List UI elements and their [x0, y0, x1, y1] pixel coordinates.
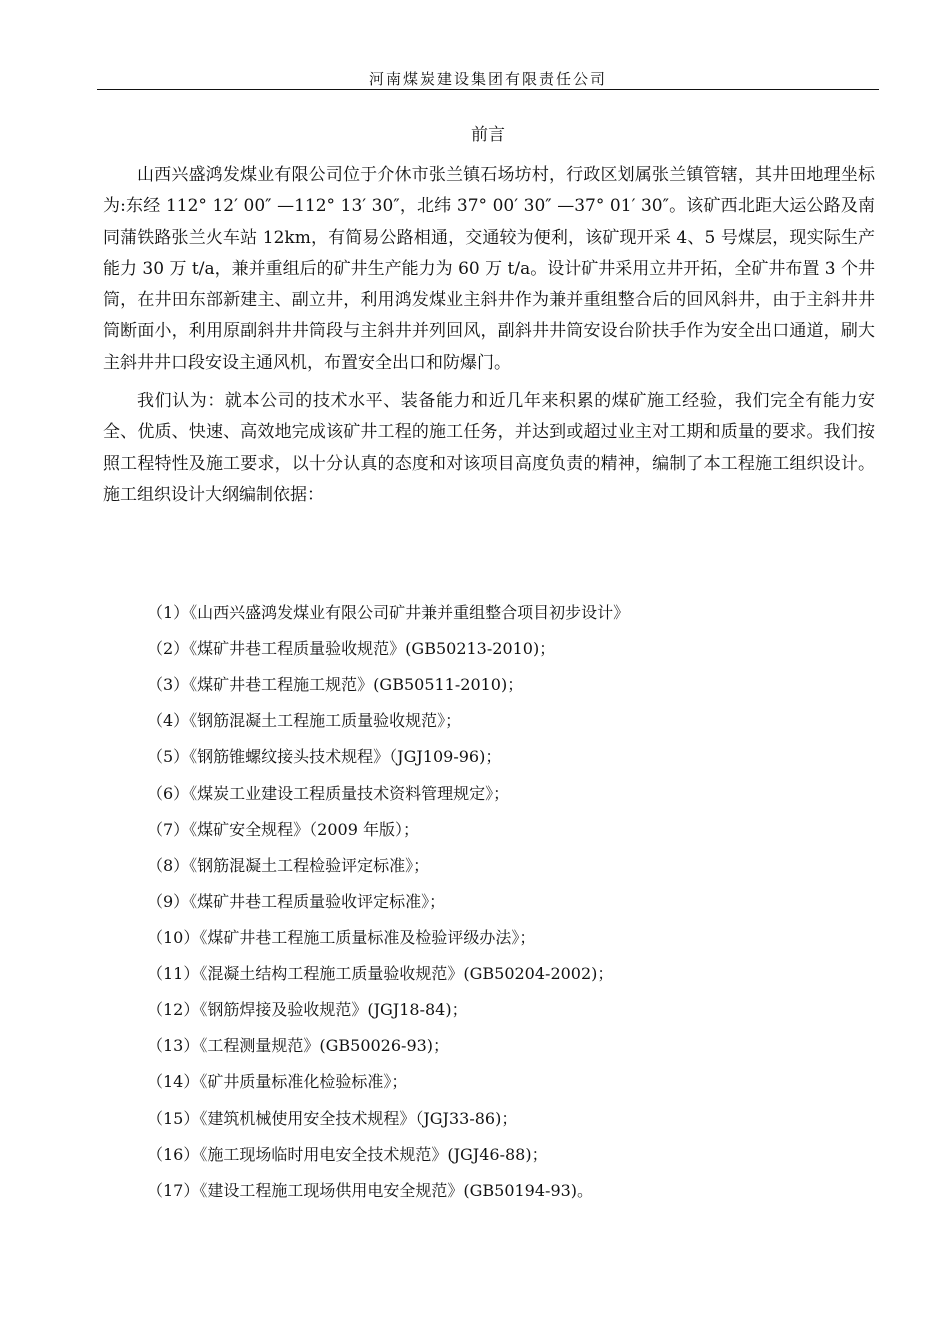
reference-item: （16）《施工现场临时用电安全技术规范》(JGJ46-88)；	[147, 1144, 548, 1164]
section-title: 前言	[471, 125, 505, 145]
reference-item: （14）《矿井质量标准化检验标准》；	[147, 1072, 408, 1092]
reference-item: （4）《钢筋混凝土工程施工质量验收规范》；	[147, 711, 462, 731]
reference-item: （7）《煤矿安全规程》（2009 年版）；	[147, 819, 419, 839]
reference-item: （11）《混凝土结构工程施工质量验收规范》(GB50204-2002)；	[147, 964, 614, 984]
reference-item: （5）《钢筋锥螺纹接头技术规程》（JGJ109-96)；	[147, 747, 502, 767]
reference-item: （12）《钢筋焊接及验收规范》(JGJ18-84)；	[147, 1000, 468, 1020]
reference-item: （10）《煤矿井巷工程施工质量标准及检验评级办法》；	[147, 927, 536, 947]
reference-list	[147, 598, 867, 1212]
reference-item: （2）《煤矿井巷工程质量验收规范》(GB50213-2010)；	[147, 639, 556, 659]
reference-item: （15）《建筑机械使用安全技术规程》（JGJ33-86)；	[147, 1108, 518, 1128]
reference-item: （1）《山西兴盛鸿发煤业有限公司矿井兼并重组整合项目初步设计》	[147, 603, 630, 622]
reference-item: （17）《建设工程施工现场供用电安全规范》(GB50194-93)。	[147, 1180, 594, 1200]
body-text	[103, 160, 875, 511]
page-header-company: 河南煤炭建设集团有限责任公司	[368, 70, 607, 88]
reference-item: （3）《煤矿井巷工程施工规范》(GB50511-2010)；	[147, 675, 524, 695]
reference-item: （6）《煤炭工业建设工程质量技术资料管理规定》；	[147, 783, 510, 803]
paragraph-statement: 我们认为：就本公司的技术水平、装备能力和近几年来积累的煤矿施工经验，我们完全有能力安全、优质、快速、高效地完成该矿井工程的施工任务，并达到或超过业主对工期和质量的要求。我们按照工程特性及施工要求，以十分认真的态度和对该项目高度负责的精神，编制了本工程施工组织设计。施工组织设计大纲编制依据：	[103, 391, 875, 505]
header-divider	[97, 89, 879, 90]
reference-item: （8）《钢筋混凝土工程检验评定标准》；	[147, 855, 430, 875]
reference-item: （13）《工程测量规范》(GB50026-93)；	[147, 1036, 450, 1056]
paragraph-intro: 山西兴盛鸿发煤业有限公司位于介休市张兰镇石场坊村，行政区划属张兰镇管辖，其井田地理坐标为:东经 112° 12′ 00″ —112° 13′ 30″，北纬 37° 00′ 30″ —37° 01′ 30″。该矿西北距大运公路及南同蒲铁路张兰火车站 12km，有简易公路相通，交通较为便利，该矿现开采 4、5 号煤层，现实际生产能力 30 万 t/a，兼并重组后的矿井生产能力为 60 万 t/a。设计矿井采用立井开拓，全矿井布置 3 个井筒，在井田东部新建主、副立井，利用鸿发煤业主斜井作为兼并重组整合后的回风斜井，由于主斜井井筒断面小，利用原副斜井井筒段与主斜井并列回风，副斜井井筒安设台阶扶手作为安全出口通道，刷大主斜井井口段安设主通风机，布置安全出口和防爆门。	[103, 165, 875, 373]
reference-item: （9）《煤矿井巷工程质量验收评定标准》；	[147, 891, 446, 911]
